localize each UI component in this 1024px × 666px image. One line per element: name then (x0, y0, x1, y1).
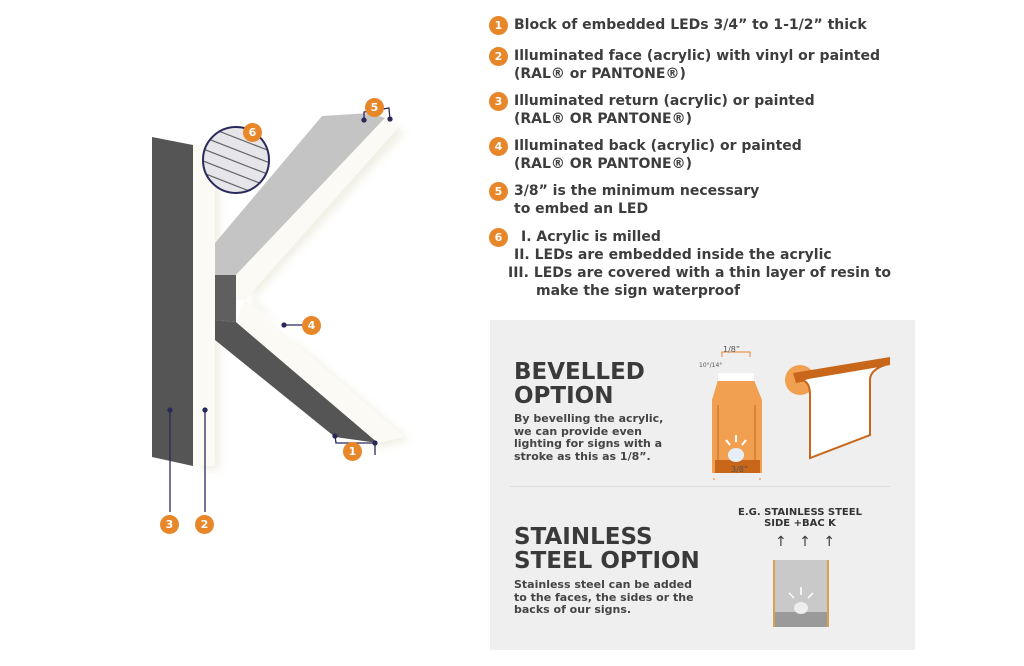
arrows-icon: ↑ ↑ ↑ (775, 534, 840, 550)
lower-arm-return (215, 320, 378, 443)
legend-item-3 (514, 92, 815, 128)
options-panel (490, 320, 915, 650)
legend-item-4 (514, 137, 802, 173)
stainless-description: Stainless steel can be added to the faces, the sides or the backs of our signs. (514, 578, 694, 616)
legend-text: Block of embedded LEDs 3/4” to 1-1/2” thick (514, 17, 867, 33)
legend-text: Illuminated return (acrylic) or painted (514, 93, 815, 109)
legend-badge-1: 1 (489, 16, 508, 35)
legend-item-5 (514, 182, 759, 218)
legend-text: (RAL® OR PANTONE®) (514, 156, 693, 172)
legend-text: II. LEDs are embedded inside the acrylic (514, 247, 832, 263)
callout-badge-3: 3 (160, 515, 179, 534)
legend-badge-5: 5 (489, 182, 508, 201)
legend-text: (RAL® or PANTONE®) (514, 66, 686, 82)
legend-text: Illuminated back (acrylic) or painted (514, 138, 802, 154)
legend-item-1 (514, 16, 867, 34)
stainless-title: STAINLESS STEEL OPTION (514, 524, 700, 574)
inner-return (215, 275, 236, 322)
callout-badge-5: 5 (365, 98, 384, 117)
legend-item-6 (500, 228, 891, 300)
dim-angle-label: 10°/14° (699, 362, 723, 369)
stem-return (152, 137, 193, 466)
legend-text: make the sign waterproof (536, 283, 741, 299)
legend-badge-6: 6 (489, 228, 508, 247)
stem-face (193, 142, 215, 466)
dim-bottom-label: 3/8” (731, 465, 749, 474)
legend-badge-2: 2 (489, 47, 508, 66)
stainless-example-label: E.G. STAINLESS STEEL SIDE +BAC K (738, 507, 862, 529)
legend-text: (RAL® OR PANTONE®) (514, 111, 693, 127)
callout-badge-2: 2 (195, 515, 214, 534)
legend-text: 3/8” is the minimum necessary (514, 183, 760, 199)
stainless-diagram (773, 560, 829, 628)
dim-top-label: 1/8” (723, 345, 741, 354)
legend-item-2 (514, 47, 880, 83)
legend-text: Illuminated face (acrylic) with vinyl or painted (514, 48, 881, 64)
legend-badge-3: 3 (489, 92, 508, 111)
legend-text: I. Acrylic is milled (521, 229, 661, 245)
callout-badge-4: 4 (302, 316, 321, 335)
bevelled-diagram (690, 340, 910, 480)
divider (510, 486, 890, 487)
legend-text: III. LEDs are covered with a thin layer of resin to (508, 265, 892, 281)
callout-badge-6: 6 (243, 123, 262, 142)
legend-text: to embed an LED (514, 201, 649, 217)
letter-k-diagram (0, 0, 480, 560)
callout-badge-1: 1 (343, 442, 362, 461)
legend-badge-4: 4 (489, 137, 508, 156)
bevelled-description: By bevelling the acrylic, we can provide even lighting for signs with a stroke as this as 1/8”. (514, 412, 664, 463)
bevelled-title: BEVELLED OPTION (514, 359, 645, 409)
